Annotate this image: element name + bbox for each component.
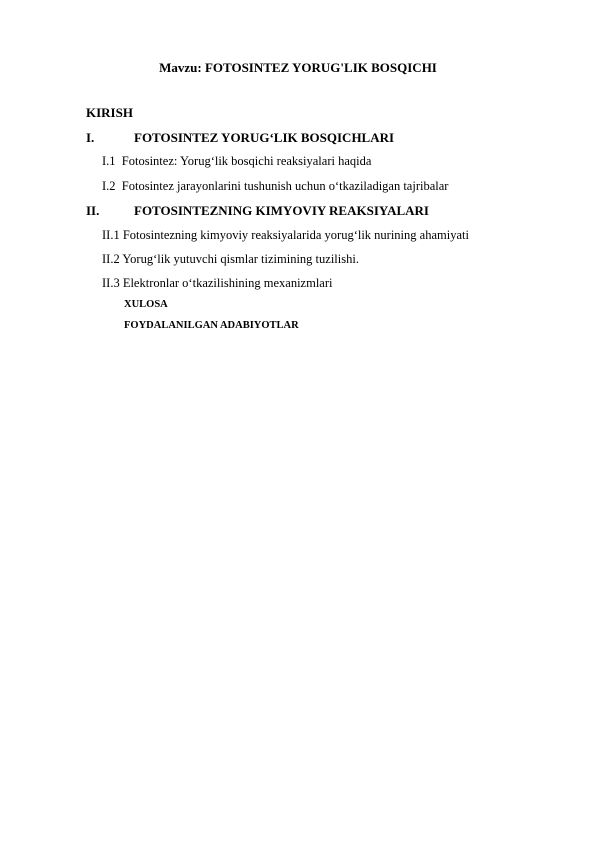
toc-section-2-3 xyxy=(102,277,332,290)
page-title: Mavzu: FOTOSINTEZ YORUG'LIK BOSQICHI xyxy=(159,60,437,75)
toc-section-number: II.3 xyxy=(102,276,120,290)
toc-conclusion: XULOSA xyxy=(124,299,168,310)
toc-section-title: Fotosintez: Yorug‘lik bosqichi reaksiyalari haqida xyxy=(121,154,372,168)
toc-section-2-1 xyxy=(102,229,469,242)
toc-references: FOYDALANILGAN ADABIYOTLAR xyxy=(124,320,299,331)
toc-chapter-1 xyxy=(86,131,506,145)
toc-section-number: II.2 xyxy=(102,252,120,266)
toc-chapter-number: II. xyxy=(86,203,100,218)
toc-section-number: II.1 xyxy=(102,228,120,242)
toc-section-number: I.1 xyxy=(102,154,116,168)
toc-section-1-1 xyxy=(102,155,371,168)
toc-chapter-2 xyxy=(86,204,506,218)
toc-section-2-2 xyxy=(102,253,359,266)
toc-section-title: Fotosintezning kimyoviy reaksiyalarida yorug‘lik nurining ahamiyati xyxy=(122,228,469,242)
toc-intro: KIRISH xyxy=(86,105,133,120)
toc-section-number: I.2 xyxy=(102,179,116,193)
toc-chapter-title: FOTOSINTEZ YORUG‘LIK BOSQICHLARI xyxy=(134,130,395,145)
toc-chapter-title: FOTOSINTEZNING KIMYOVIY REAKSIYALARI xyxy=(134,203,429,218)
toc-chapter-number: I. xyxy=(86,130,95,145)
toc-section-1-2 xyxy=(102,180,448,193)
toc-section-title: Elektronlar o‘tkazilishining mexanizmlari xyxy=(122,276,333,290)
toc-section-title: Yorug‘lik yutuvchi qismlar tizimining tuzilishi. xyxy=(122,252,359,266)
toc-section-title: Fotosintez jarayonlarini tushunish uchun o‘tkaziladigan tajribalar xyxy=(121,179,449,193)
